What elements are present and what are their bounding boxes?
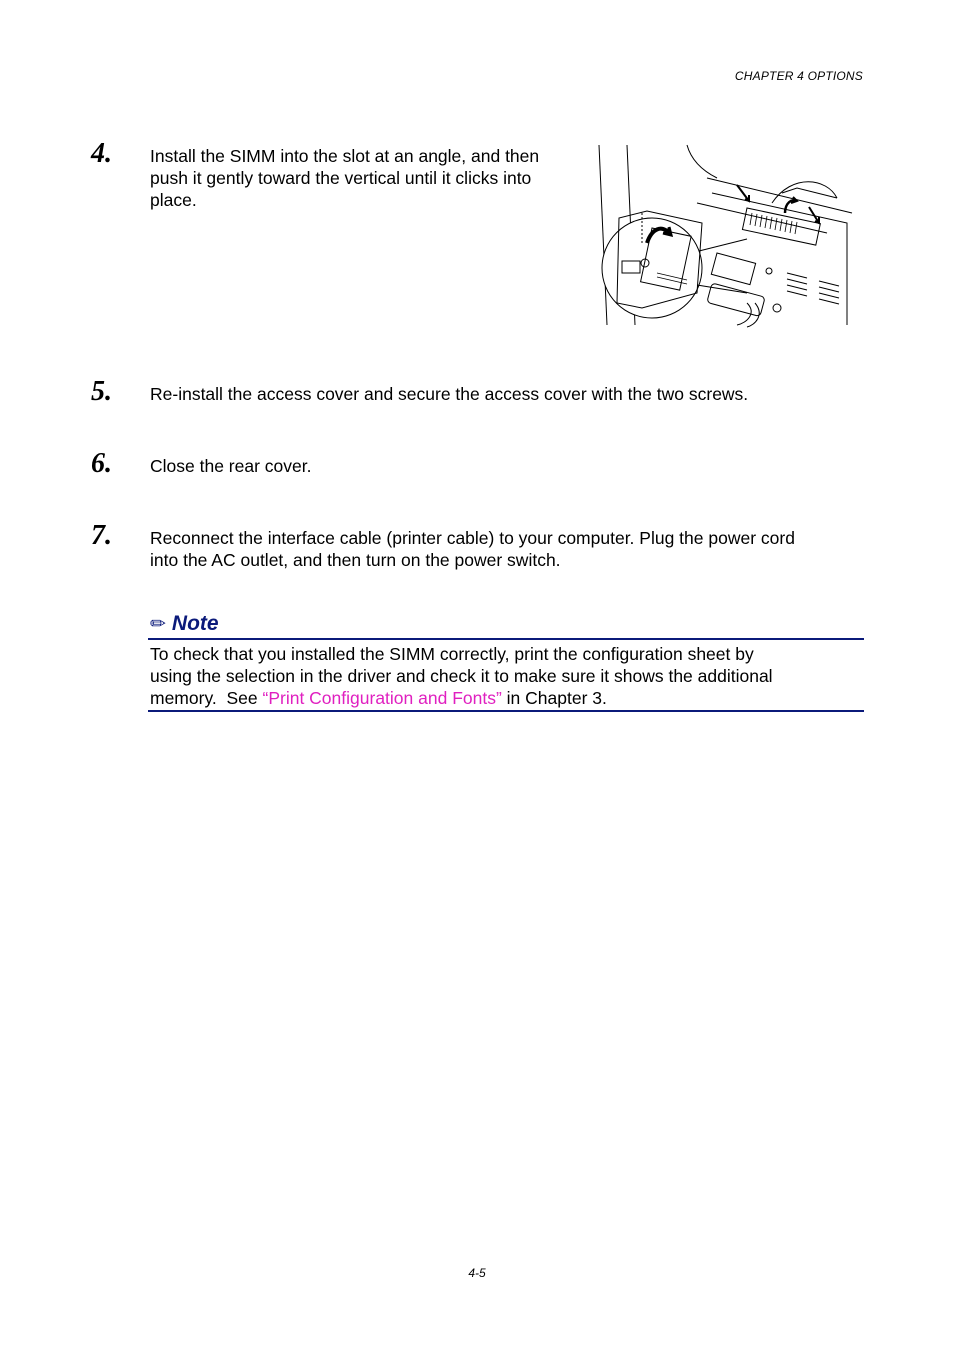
step-4-line-1: Install the SIMM into the slot at an angle, and then xyxy=(150,146,540,166)
step-number-5: 5. xyxy=(91,376,112,407)
step-7-line-1: Reconnect the interface cable (printer cable) to your computer. Plug the power cord xyxy=(150,528,795,548)
print-configuration-link[interactable]: “Print Configuration and Fonts” xyxy=(262,688,502,708)
step-4-line-2: push it gently toward the vertical until it clicks into xyxy=(150,168,532,188)
step-5-text xyxy=(150,383,870,405)
step-5-line-1: Re-install the access cover and secure the access cover with the two screws. xyxy=(150,384,749,404)
note-line-3-post: in Chapter 3. xyxy=(501,688,607,708)
step-7-line-2: into the AC outlet, and then turn on the power switch. xyxy=(150,550,561,570)
note-body xyxy=(150,643,850,709)
step-6-line-1: Close the rear cover. xyxy=(150,456,312,476)
note-top-rule xyxy=(148,638,864,640)
note-line-3 xyxy=(150,687,850,709)
simm-install-illustration xyxy=(597,143,857,328)
step-number-4: 4. xyxy=(91,138,112,169)
page-number: 4-5 xyxy=(468,1266,486,1280)
chapter-header: CHAPTER 4 OPTIONS xyxy=(734,69,863,83)
note-line-1: To check that you installed the SIMM correctly, print the configuration sheet by xyxy=(150,644,754,664)
note-heading xyxy=(150,612,219,636)
note-bottom-rule xyxy=(148,710,864,712)
step-6-text xyxy=(150,455,870,477)
step-number-7: 7. xyxy=(91,520,112,551)
note-line-3-pre: memory. See xyxy=(150,688,263,708)
step-number-6: 6. xyxy=(91,448,112,479)
step-7-text xyxy=(150,527,870,571)
step-4-text xyxy=(150,145,590,211)
note-title: Note xyxy=(171,612,219,635)
step-4-line-3: place. xyxy=(150,190,197,210)
note-line-2: using the selection in the driver and check it to make sure it shows the additional xyxy=(150,666,773,686)
pencil-icon: ✏ xyxy=(150,613,166,635)
